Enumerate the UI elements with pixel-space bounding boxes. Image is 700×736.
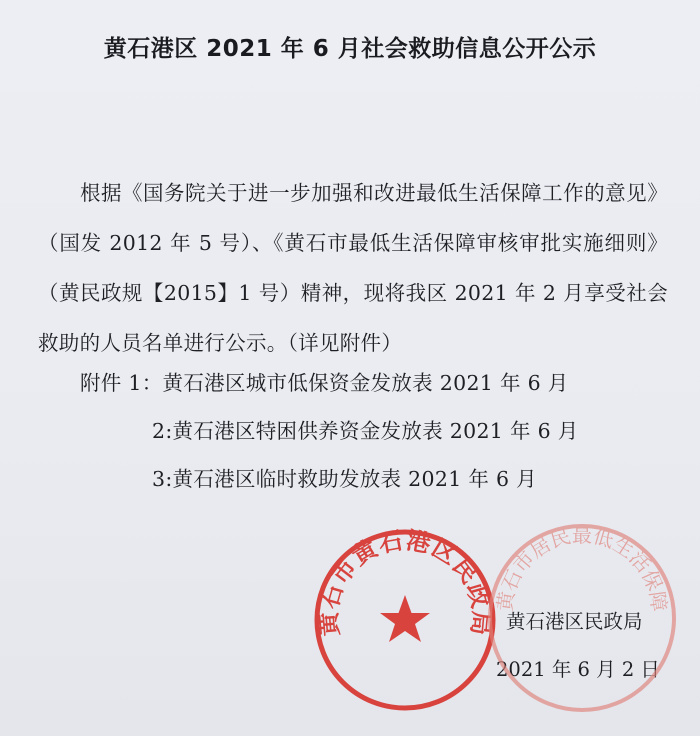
official-seal [310, 525, 500, 715]
star-icon [380, 595, 430, 642]
body-paragraph: 根据《国务院关于进一步加强和改进最低生活保障工作的意见》（国发 2012 年 5 号）、《黄石市最低生活保障审核审批实施细则》（黄民政规【2015】1 号）精神，现将我区 2021 年 2 月享受社会救助的人员名单进行公示。（详见附件） [38, 181, 668, 355]
signature-organization: 黄石港区民政局 [506, 610, 643, 633]
attachment-2: 2:黄石港区特困供养资金发放表 2021 年 6 月 [152, 419, 579, 443]
svg-text:黄石市居民最低生活保障: 黄石市居民最低生活保障 [492, 523, 672, 613]
document-title: 黄石港区 2021 年 6 月社会救助信息公开公示 [103, 36, 597, 62]
attachment-1: 附件 1：黄石港区城市低保资金发放表 2021 年 6 月 [80, 371, 569, 395]
svg-text:黄石市黄石港区民政局: 黄石市黄石港区民政局 [314, 526, 496, 638]
attachment-3: 3:黄石港区临时救助发放表 2021 年 6 月 [152, 467, 537, 491]
signature-date: 2021 年 6 月 2 日 [496, 658, 660, 681]
